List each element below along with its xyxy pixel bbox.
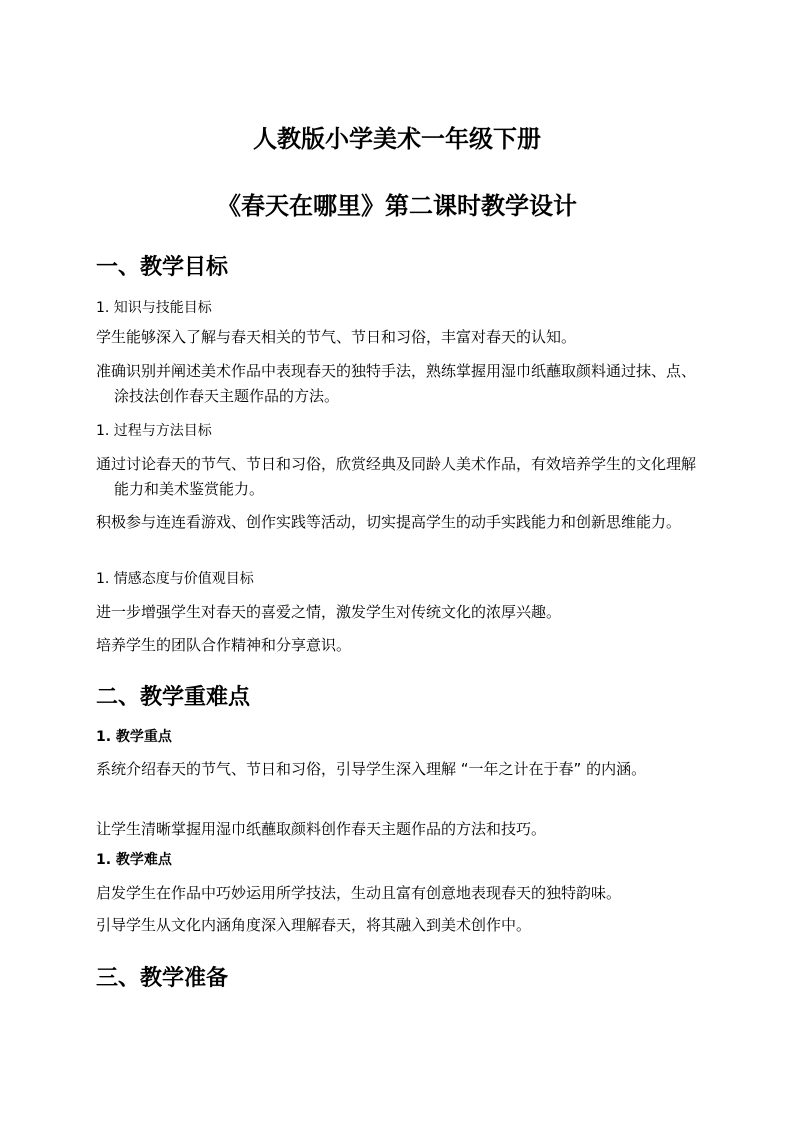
- paragraph: 让学生清晰掌握用湿巾纸蘸取颜料创作春天主题作品的方法和技巧。: [96, 820, 547, 838]
- section-heading-teaching-preparation: 三、教学准备: [96, 965, 229, 991]
- paragraph: 启发学生在作品中巧妙运用所学技法，生动且富有创意地表现春天的独特韵味。: [96, 884, 622, 902]
- paragraph: 进一步增强学生对春天的喜爱之情，激发学生对传统文化的浓厚兴趣。: [96, 603, 562, 621]
- paragraph: 准确识别并阐述美术作品中表现春天的独特手法，熟练掌握用湿巾纸蘸取颜料通过抹、点、涂技法创作春天主题作品的方法。: [96, 362, 697, 405]
- paragraph: 引导学生从文化内涵角度深入理解春天，将其融入到美术创作中。: [96, 916, 532, 934]
- subsection-label-key-points: 1. 教学重点: [96, 729, 172, 745]
- subsection-label-emotional-values: 1. 情感态度与价值观目标: [96, 571, 254, 587]
- paragraph: 学生能够深入了解与春天相关的节气、节日和习俗，丰富对春天的认知。: [96, 328, 577, 346]
- document-title-line-2: 《春天在哪里》第二课时教学设计: [217, 191, 577, 220]
- subsection-label-process-methods: 1. 过程与方法目标: [96, 423, 212, 439]
- document-title-line-1: 人教版小学美术一年级下册: [253, 124, 541, 153]
- subsection-label-difficult-points: 1. 教学难点: [96, 852, 172, 868]
- section-heading-teaching-objectives: 一、教学目标: [96, 254, 229, 280]
- subsection-label-knowledge-skills: 1. 知识与技能目标: [96, 300, 212, 316]
- paragraph: 系统介绍春天的节气、节日和习俗，引导学生深入理解 “一年之计在于春” 的内涵。: [96, 760, 647, 778]
- paragraph: 培养学生的团队合作精神和分享意识。: [96, 636, 352, 654]
- paragraph: 积极参与连连看游戏、创作实践等活动，切实提高学生的动手实践能力和创新思维能力。: [96, 513, 682, 531]
- section-heading-key-difficult-points: 二、教学重难点: [96, 684, 251, 710]
- paragraph: 通过讨论春天的节气、节日和习俗，欣赏经典及同龄人美术作品，有效培养学生的文化理解能力和美术鉴赏能力。: [96, 455, 697, 498]
